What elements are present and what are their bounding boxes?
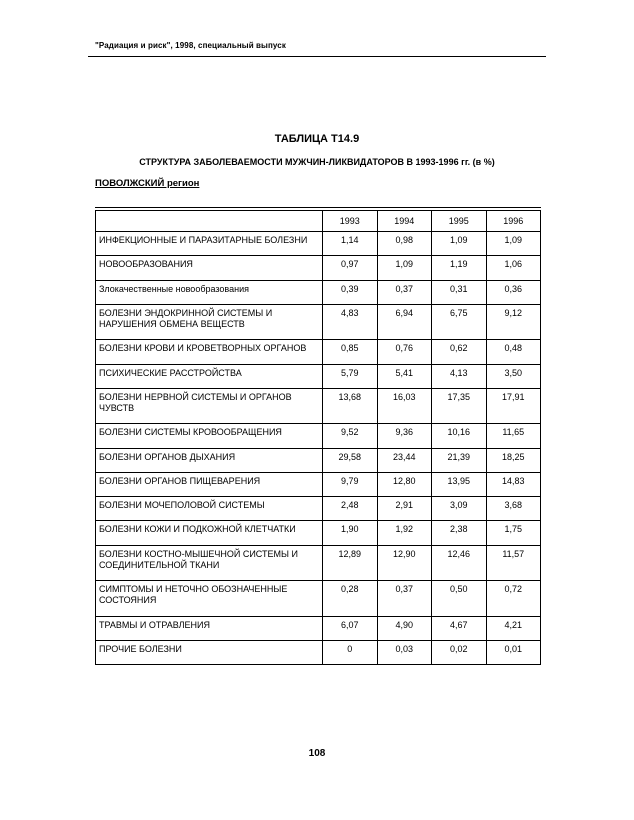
value-cell: 2,48 <box>323 497 378 521</box>
value-cell: 0,76 <box>377 340 432 364</box>
region-label: ПОВОЛЖСКИЙ регион <box>95 178 200 189</box>
table-row <box>96 388 541 424</box>
disease-name-cell: БОЛЕЗНИ СИСТЕМЫ КРОВООБРАЩЕНИЯ <box>96 424 323 448</box>
header-rule <box>88 56 546 57</box>
value-cell: 0,98 <box>377 232 432 256</box>
value-cell: 0,62 <box>432 340 487 364</box>
value-cell: 1,19 <box>432 256 487 280</box>
table-row <box>96 497 541 521</box>
value-cell: 11,65 <box>486 424 541 448</box>
value-cell: 0,28 <box>323 581 378 617</box>
table-row <box>96 340 541 364</box>
table-row <box>96 424 541 448</box>
value-cell: 1,75 <box>486 521 541 545</box>
value-cell: 0,85 <box>323 340 378 364</box>
table-row <box>96 472 541 496</box>
table-row <box>96 364 541 388</box>
value-cell: 16,03 <box>377 388 432 424</box>
disease-name-cell: ПСИХИЧЕСКИЕ РАССТРОЙСТВА <box>96 364 323 388</box>
value-cell: 1,14 <box>323 232 378 256</box>
value-cell: 12,80 <box>377 472 432 496</box>
table-row <box>96 521 541 545</box>
value-cell: 5,79 <box>323 364 378 388</box>
value-cell: 0,48 <box>486 340 541 364</box>
disease-name-cell: СИМПТОМЫ И НЕТОЧНО ОБОЗНАЧЕННЫЕ СОСТОЯНИЯ <box>96 581 323 617</box>
value-cell: 6,94 <box>377 304 432 340</box>
table-row <box>96 640 541 664</box>
table-row <box>96 545 541 581</box>
value-cell: 17,91 <box>486 388 541 424</box>
value-cell: 4,83 <box>323 304 378 340</box>
value-cell: 0,36 <box>486 280 541 304</box>
value-cell: 6,07 <box>323 616 378 640</box>
value-cell: 0,50 <box>432 581 487 617</box>
value-cell: 0,01 <box>486 640 541 664</box>
value-cell: 4,13 <box>432 364 487 388</box>
value-cell: 1,92 <box>377 521 432 545</box>
morbidity-table <box>95 210 541 665</box>
value-cell: 3,50 <box>486 364 541 388</box>
value-cell: 0,97 <box>323 256 378 280</box>
value-cell: 1,06 <box>486 256 541 280</box>
value-cell: 1,90 <box>323 521 378 545</box>
value-cell: 6,75 <box>432 304 487 340</box>
disease-name-cell: ИНФЕКЦИОННЫЕ И ПАРАЗИТАРНЫЕ БОЛЕЗНИ <box>96 232 323 256</box>
table-row <box>96 304 541 340</box>
header-cell-empty <box>96 211 323 232</box>
value-cell: 14,83 <box>486 472 541 496</box>
value-cell: 11,57 <box>486 545 541 581</box>
disease-name-cell: БОЛЕЗНИ ОРГАНОВ ПИЩЕВАРЕНИЯ <box>96 472 323 496</box>
disease-name-cell: БОЛЕЗНИ МОЧЕПОЛОВОЙ СИСТЕМЫ <box>96 497 323 521</box>
disease-name-cell: БОЛЕЗНИ КОСТНО-МЫШЕЧНОЙ СИСТЕМЫ И СОЕДИНИТЕЛЬНОЙ ТКАНИ <box>96 545 323 581</box>
header-cell-year: 1995 <box>432 211 487 232</box>
value-cell: 29,58 <box>323 448 378 472</box>
value-cell: 12,90 <box>377 545 432 581</box>
value-cell: 1,09 <box>432 232 487 256</box>
table-number-heading: ТАБЛИЦА Т14.9 <box>274 133 360 145</box>
value-cell: 12,89 <box>323 545 378 581</box>
value-cell: 0,39 <box>323 280 378 304</box>
value-cell: 13,68 <box>323 388 378 424</box>
value-cell: 12,46 <box>432 545 487 581</box>
table-title: СТРУКТУРА ЗАБОЛЕВАЕМОСТИ МУЖЧИН-ЛИКВИДАТОРОВ В 1993-1996 гг. (в %) <box>139 157 495 167</box>
value-cell: 0 <box>323 640 378 664</box>
header-cell-year: 1996 <box>486 211 541 232</box>
value-cell: 9,12 <box>486 304 541 340</box>
value-cell: 0,03 <box>377 640 432 664</box>
table-header <box>96 211 541 232</box>
table-row <box>96 448 541 472</box>
value-cell: 0,37 <box>377 581 432 617</box>
value-cell: 21,39 <box>432 448 487 472</box>
disease-name-cell: БОЛЕЗНИ ЭНДОКРИННОЙ СИСТЕМЫ И НАРУШЕНИЯ ОБМЕНА ВЕЩЕСТВ <box>96 304 323 340</box>
value-cell: 0,31 <box>432 280 487 304</box>
value-cell: 9,36 <box>377 424 432 448</box>
value-cell: 1,09 <box>486 232 541 256</box>
table-row <box>96 280 541 304</box>
disease-name-cell: БОЛЕЗНИ ОРГАНОВ ДЫХАНИЯ <box>96 448 323 472</box>
table-container <box>95 207 541 665</box>
journal-title: "Радиация и риск", 1998, специальный выпуск <box>95 41 286 50</box>
value-cell: 2,38 <box>432 521 487 545</box>
value-cell: 17,35 <box>432 388 487 424</box>
running-header <box>95 41 286 50</box>
disease-name-cell: НОВООБРАЗОВАНИЯ <box>96 256 323 280</box>
value-cell: 10,16 <box>432 424 487 448</box>
value-cell: 1,09 <box>377 256 432 280</box>
disease-name-cell: ТРАВМЫ И ОТРАВЛЕНИЯ <box>96 616 323 640</box>
value-cell: 3,09 <box>432 497 487 521</box>
disease-name-cell: Злокачественные новообразования <box>96 280 323 304</box>
disease-name-cell: БОЛЕЗНИ НЕРВНОЙ СИСТЕМЫ И ОРГАНОВ ЧУВСТВ <box>96 388 323 424</box>
table-row <box>96 616 541 640</box>
table-row <box>96 232 541 256</box>
table-row <box>96 256 541 280</box>
value-cell: 4,21 <box>486 616 541 640</box>
page-number: 108 <box>308 748 326 759</box>
value-cell: 4,90 <box>377 616 432 640</box>
value-cell: 0,37 <box>377 280 432 304</box>
table-header-row <box>96 211 541 232</box>
table-top-rule <box>95 207 541 208</box>
table-row <box>96 581 541 617</box>
value-cell: 18,25 <box>486 448 541 472</box>
value-cell: 9,79 <box>323 472 378 496</box>
header-cell-year: 1994 <box>377 211 432 232</box>
value-cell: 2,91 <box>377 497 432 521</box>
value-cell: 23,44 <box>377 448 432 472</box>
table-body <box>96 232 541 665</box>
disease-name-cell: ПРОЧИЕ БОЛЕЗНИ <box>96 640 323 664</box>
value-cell: 13,95 <box>432 472 487 496</box>
header-cell-year: 1993 <box>323 211 378 232</box>
disease-name-cell: БОЛЕЗНИ КОЖИ И ПОДКОЖНОЙ КЛЕТЧАТКИ <box>96 521 323 545</box>
disease-name-cell: БОЛЕЗНИ КРОВИ И КРОВЕТВОРНЫХ ОРГАНОВ <box>96 340 323 364</box>
value-cell: 3,68 <box>486 497 541 521</box>
value-cell: 4,67 <box>432 616 487 640</box>
value-cell: 9,52 <box>323 424 378 448</box>
value-cell: 0,02 <box>432 640 487 664</box>
value-cell: 0,72 <box>486 581 541 617</box>
value-cell: 5,41 <box>377 364 432 388</box>
